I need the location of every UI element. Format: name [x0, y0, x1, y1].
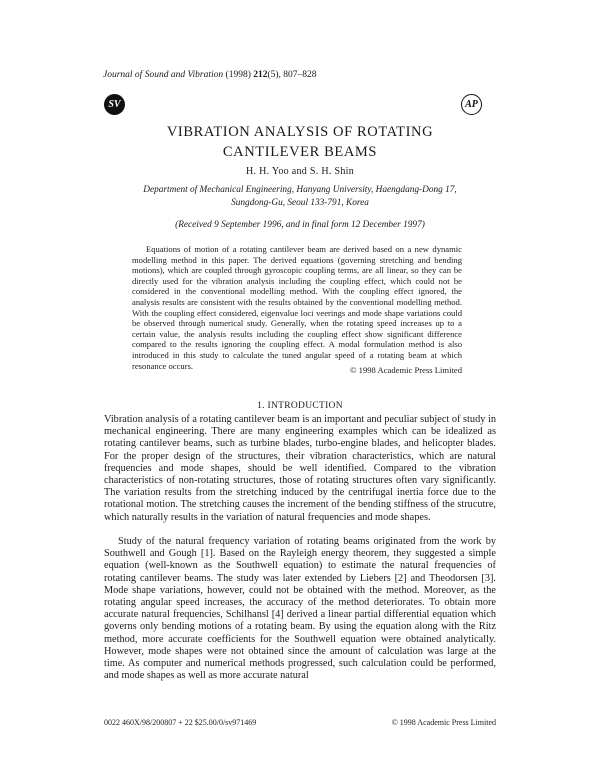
journal-year: (1998) [225, 70, 251, 80]
paper-title [100, 122, 500, 162]
section-heading: 1. INTRODUCTION [257, 401, 343, 411]
journal-citation [103, 70, 317, 80]
abstract: Equations of motion of a rotating cantilever beam are derived based on a new dynamic modelling method in this paper. The derived equations (governing stretching and bending motions), which are coupled through gyroscopic coupling terms, are all linear, so they can be directly used for the vibration analysis including the coupling effect, which could not be considered in the conventional modelling method. With the coupling effect ignored, the analysis results are consistent with the results obtained by the conventional modelling method. With the coupling effect considered, eigenvalue loci veerings and mode shape variations could be observed through numerical study. Generally, when the rotating speed increases up to a certain value, the analysis results including the coupling effect show significant difference compared to the results ignoring the coupling effect. A modal formulation method is also introduced in this study to calculate the tuned angular speed of a rotating beam at which resonance occurs. [132, 244, 462, 371]
affiliation [120, 184, 480, 209]
journal-name: Journal of Sound and Vibration [103, 70, 224, 80]
footer-copyright: © 1998 Academic Press Limited [391, 718, 496, 727]
paragraph-1: Vibration analysis of a rotating cantilever beam is an important and peculiar subject of study in mechanical engineering. There are many engineering examples which can be idealized as rotating cantilever beams, such as turbine blades, turbo-engine blades, and helicopter blades. For the proper design of the structures, their vibration characteristics, which are natural frequencies and mode shapes, should be well identified. Compared to the vibration characteristics of non-rotating structures, those of rotating structures often vary significantly. The variation results from the stretching induced by the centrifugal inertia force due to the rotational motion. The stretching causes the increment of the bending stiffness of the strucutre, which naturally results in the variation of natural frequencies and mode shapes. [104, 414, 496, 523]
ap-logo-icon: AP [461, 94, 482, 115]
footer-code: 0022 460X/98/200807 + 22 $25.00/0/sv971469 [104, 718, 257, 727]
affiliation-line-2: Sungdong-Gu, Seoul 133-791, Korea [231, 197, 369, 208]
authors: H. H. Yoo and S. H. Shin [245, 166, 355, 177]
received-dates: (Received 9 September 1996, and in final form 12 December 1997) [175, 220, 425, 230]
journal-volume: 212 [253, 70, 268, 80]
sv-logo-icon: SV [104, 94, 125, 115]
title-line-1: VIBRATION ANALYSIS OF ROTATING [166, 124, 434, 140]
paragraph-2: Study of the natural frequency variation of rotating beams originated from the work by Southwell and Gough [1]. Based on the Rayleigh energy theorem, they suggested a simple equation (well-known as the Southwell equation) to estimate the natural frequencies of rotating cantilever beams. The study was later extended by Liebers [2] and Theodorsen [3]. Mode shape variations, however, could not be obtained with the method. Moreover, as the rotating angular speed increases, the accuracy of the method deteriorates. To obtain more accurate natural frequencies, Schilhansl [4] derived a linear partial differential equation which governs only bending motions of a rotating beam. By using the equation along with the Ritz method, more accurate coefficients for the Southwell equation were obtained analytically. However, mode shapes were not obtained since the amount of calculation was large at the time. As computer and numerical methods progressed, such calculation could be performed, and mode shapes as well as more accurate natural [104, 536, 496, 682]
abstract-copyright: © 1998 Academic Press Limited [349, 365, 462, 375]
journal-issue-pages: (5), 807–828 [267, 70, 317, 80]
title-line-2: CANTILEVER BEAMS [222, 144, 378, 160]
affiliation-line-1: Department of Mechanical Engineering, Hanyang University, Haengdang-Dong 17, [143, 185, 457, 195]
